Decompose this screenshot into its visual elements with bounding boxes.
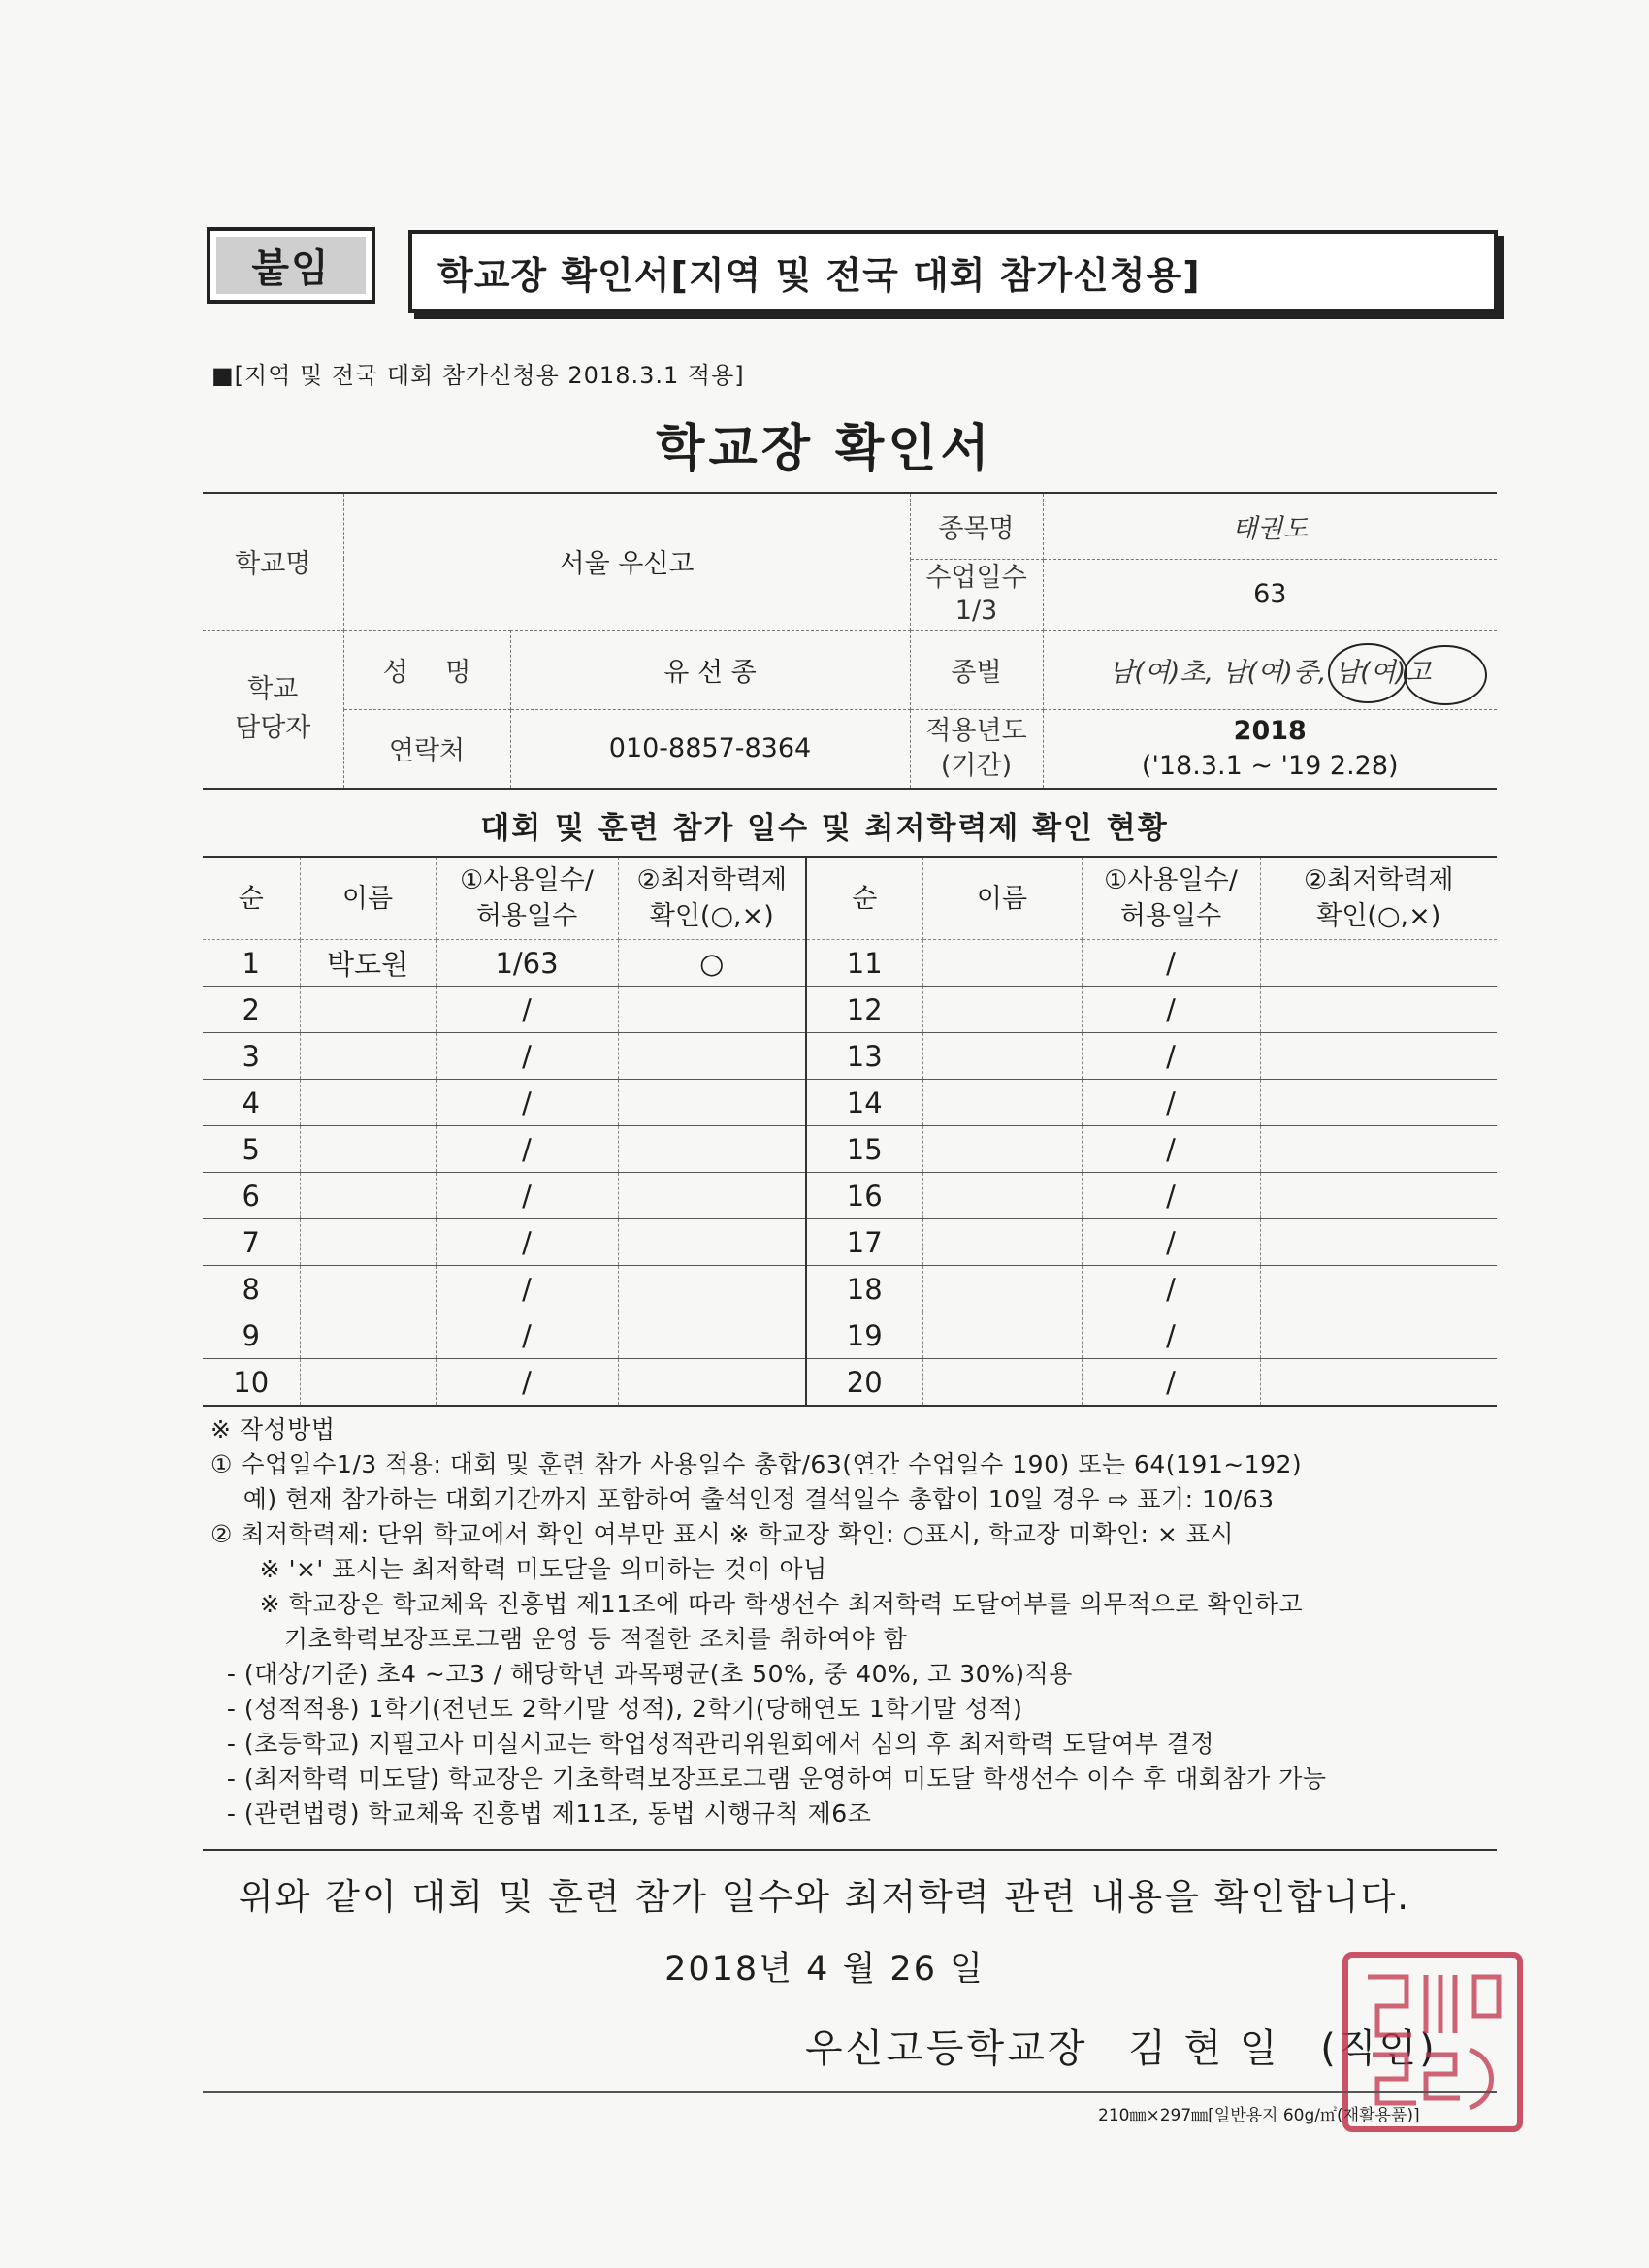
row-days[interactable]: / [436,1219,618,1266]
year-label [910,709,1043,789]
row-days-right[interactable]: / [1082,1359,1260,1407]
row-confirm[interactable] [618,1126,806,1173]
contact-value: 010-8857-8364 [510,709,910,789]
document-date: 2018년 4 월 26 일 [664,1950,985,1989]
instruction-line: ※ 학교장은 학교체육 진흥법 제11조에 따라 학생선수 최저학력 도달여부를 의무적으로 확인하고 [210,1590,1304,1618]
school-name-value: 서울 우신고 [343,493,910,630]
row-confirm-right[interactable] [1260,1359,1497,1407]
row-days[interactable]: / [436,1312,618,1359]
row-days-right[interactable]: / [1082,1312,1260,1359]
row-days-right[interactable]: / [1082,1173,1260,1219]
instruction-line: ② 최저학력제: 단위 학교에서 확인 여부만 표시 ※ 학교장 확인: ○표시, 학교장 미확인: × 표시 [210,1520,1235,1548]
col-header-confirm-line2: 확인(○,×) [649,901,774,931]
gender-value [1043,630,1497,709]
page-title: 학교장 확인서 [656,420,993,478]
instruction-line: ① 수업일수1/3 적용: 대회 및 훈련 참가 사용일수 총합/63(연간 수업일수 190) 또는 64(191~192) [210,1450,1303,1478]
col-header-confirm [618,857,806,940]
school-info-table [203,492,1497,790]
row-days[interactable]: / [436,987,618,1033]
row-no-right[interactable]: 15 [806,1126,922,1173]
table-row [203,1219,1497,1266]
table-row [203,1266,1497,1312]
row-confirm-right[interactable] [1260,1033,1497,1080]
row-no[interactable]: 9 [203,1312,300,1359]
row-days[interactable]: / [436,1359,618,1407]
year-label-line1: 적용년도 [925,715,1027,746]
row-name-right[interactable] [922,1080,1082,1126]
instruction-line: - (대상/기준) 초4 ~고3 / 해당학년 과목평균(초 50%, 중 40%, 고 30%)적용 [210,1660,1073,1688]
attachment-tag-label: 붙임 [216,237,366,294]
class-days-value: 63 [1043,559,1497,630]
row-days-right[interactable]: / [1082,1126,1260,1173]
instruction-line: - (초등학교) 지필고사 미실시교는 학업성적관리위원회에서 심의 후 최저학력 도달여부 결정 [210,1730,1214,1758]
instruction-line: 예) 현재 참가하는 대회기간까지 포함하여 출석인정 결석일수 총합이 10일 경우 ⇨ 표기: 10/63 [210,1485,1275,1513]
class-days-label [910,559,1043,630]
participation-table [203,856,1497,1407]
school-name-label: 학교명 [203,493,343,630]
row-name[interactable] [300,1126,436,1173]
row-name[interactable] [300,1033,436,1080]
table-header-row [203,857,1497,940]
principal-name: 김 현 일 [1128,2026,1280,2071]
row-no[interactable]: 8 [203,1266,300,1312]
attachment-tag [207,227,375,304]
table-row [203,1033,1497,1080]
row-confirm-right[interactable] [1260,1312,1497,1359]
status-title: 대회 및 훈련 참가 일수 및 최저학력제 확인 현황 [480,811,1169,846]
row-name[interactable]: 박도원 [300,940,436,987]
row-days[interactable]: 1/63 [436,940,618,987]
row-confirm[interactable] [618,1359,806,1407]
contact-label: 연락처 [343,709,510,789]
row-days-right[interactable]: / [1082,987,1260,1033]
row-days[interactable]: / [436,1080,618,1126]
row-confirm[interactable] [618,987,806,1033]
row-confirm-right[interactable] [1260,940,1497,987]
paper-spec-footer: 210㎜×297㎜[일반용지 60g/㎡(재활용품)] [1098,2106,1420,2125]
row-no[interactable]: 7 [203,1219,300,1266]
instructions [210,1412,1510,1831]
row-name-right[interactable] [922,987,1082,1033]
instruction-line: - (관련법령) 학교체육 진흥법 제11조, 동법 시행규칙 제6조 [210,1799,872,1828]
row-name[interactable] [300,1266,436,1312]
person-name-value: 유 선 종 [510,630,910,709]
table-row [203,940,1497,987]
staff-label-line2: 담당자 [235,712,311,743]
row-no[interactable]: 5 [203,1126,300,1173]
year-value [1043,709,1497,789]
year-label-line2: (기간) [940,750,1013,781]
col-header-confirm-right-line2: 확인(○,×) [1316,901,1441,931]
table-row [203,1080,1497,1126]
row-no-right[interactable]: 12 [806,987,922,1033]
row-name[interactable] [300,1219,436,1266]
row-name-right[interactable] [922,940,1082,987]
row-no[interactable]: 10 [203,1359,300,1407]
table-body [203,940,1497,1407]
col-header-no-right: 순 [806,857,922,940]
row-confirm[interactable]: ○ [618,940,806,987]
row-confirm-right[interactable] [1260,987,1497,1033]
confirmation-text: 위와 같이 대회 및 훈련 참가 일수와 최저학력 관련 내용을 확인합니다. [238,1876,1411,1918]
row-no[interactable]: 2 [203,987,300,1033]
row-no-right[interactable]: 17 [806,1219,922,1266]
col-header-days [436,857,618,940]
row-confirm[interactable] [618,1312,806,1359]
row-no[interactable]: 4 [203,1080,300,1126]
instruction-line: ※ '×' 표시는 최저학력 미도달을 의미하는 것이 아님 [210,1555,827,1583]
row-name[interactable] [300,1312,436,1359]
row-days-right[interactable]: / [1082,1219,1260,1266]
col-header-name-right: 이름 [922,857,1082,940]
row-name[interactable] [300,1080,436,1126]
sport-label: 종목명 [910,493,1043,559]
table-row [203,987,1497,1033]
row-confirm-right[interactable] [1260,1126,1497,1173]
col-header-days-right-line1: ①사용일수/ [1104,865,1238,895]
row-name-right[interactable] [922,1359,1082,1407]
row-days-right[interactable]: / [1082,1080,1260,1126]
row-days[interactable]: / [436,1126,618,1173]
sport-value: 태권도 [1043,493,1497,559]
year-value-main: 2018 [1233,715,1307,746]
row-no-right[interactable]: 11 [806,940,922,987]
col-header-no: 순 [203,857,300,940]
staff-label [203,630,343,789]
row-name-right[interactable] [922,1126,1082,1173]
table-row [203,1173,1497,1219]
principal-title: 우신고등학교장 [805,2026,1088,2071]
row-no[interactable]: 1 [203,940,300,987]
row-no-right[interactable]: 19 [806,1312,922,1359]
col-header-days-right-line2: 허용일수 [1119,901,1222,931]
row-no-right[interactable]: 18 [806,1266,922,1312]
gender-value-text: 남(여)초, 남(여)중, 남(여)고 [1109,657,1432,688]
row-confirm-right[interactable] [1260,1080,1497,1126]
class-days-label-line2: 1/3 [954,595,998,626]
row-name-right[interactable] [922,1173,1082,1219]
document-header-title: 학교장 확인서[지역 및 전국 대회 참가신청용] [408,230,1498,313]
year-value-period: ('18.3.1 ~ '19 2.28) [1141,750,1399,781]
row-name-right[interactable] [922,1033,1082,1080]
col-header-days-line2: 허용일수 [475,901,578,931]
row-no-right[interactable]: 14 [806,1080,922,1126]
row-days-right[interactable]: / [1082,1266,1260,1312]
row-confirm[interactable] [618,1173,806,1219]
row-no[interactable]: 3 [203,1033,300,1080]
row-name[interactable] [300,1173,436,1219]
table-row [203,1312,1497,1359]
instruction-line: ※ 작성방법 [210,1415,336,1443]
table-row [203,1359,1497,1407]
instruction-line: - (최저학력 미도달) 학교장은 기초학력보장프로그램 운영하여 미도달 학생선수 이수 후 대회참가 가능 [210,1765,1327,1793]
row-confirm[interactable] [618,1266,806,1312]
row-days[interactable]: / [436,1266,618,1312]
instruction-line: - (성적적용) 1학기(전년도 2학기말 성적), 2학기(당해연도 1학기말 성적) [210,1695,1023,1723]
col-header-confirm-line1: ②최저학력제 [636,865,788,895]
row-confirm-right[interactable] [1260,1173,1497,1219]
row-confirm-right[interactable] [1260,1266,1497,1312]
row-confirm[interactable] [618,1219,806,1266]
col-header-days-right [1082,857,1260,940]
row-no-right[interactable]: 20 [806,1359,922,1407]
col-header-name: 이름 [300,857,436,940]
row-no-right[interactable]: 16 [806,1173,922,1219]
row-no[interactable]: 6 [203,1173,300,1219]
class-days-label-line1: 수업일수 [925,562,1027,593]
person-name-label: 성 명 [343,630,510,709]
principal-seal-label: (직인) [1320,2026,1438,2071]
row-name[interactable] [300,987,436,1033]
row-days[interactable]: / [436,1033,618,1080]
row-confirm[interactable] [618,1033,806,1080]
row-days-right[interactable]: / [1082,940,1260,987]
row-name-right[interactable] [922,1266,1082,1312]
footer-divider [203,2091,1497,2093]
applied-note: ■[지역 및 전국 대회 참가신청용 2018.3.1 적용] [211,362,745,389]
row-name[interactable] [300,1359,436,1407]
row-confirm-right[interactable] [1260,1219,1497,1266]
col-header-days-line1: ①사용일수/ [460,865,594,895]
row-confirm[interactable] [618,1080,806,1126]
row-name-right[interactable] [922,1219,1082,1266]
instruction-line: 기초학력보장프로그램 운영 등 적절한 조치를 취하여야 함 [210,1625,908,1653]
col-header-confirm-right [1260,857,1497,940]
table-row [203,1126,1497,1173]
divider [203,1849,1497,1851]
circle-marks [1308,638,1502,706]
col-header-confirm-right-line1: ②최저학력제 [1303,865,1454,895]
row-no-right[interactable]: 13 [806,1033,922,1080]
row-days[interactable]: / [436,1173,618,1219]
staff-label-line1: 학교 [247,673,299,704]
row-name-right[interactable] [922,1312,1082,1359]
gender-label: 종별 [910,630,1043,709]
row-days-right[interactable]: / [1082,1033,1260,1080]
